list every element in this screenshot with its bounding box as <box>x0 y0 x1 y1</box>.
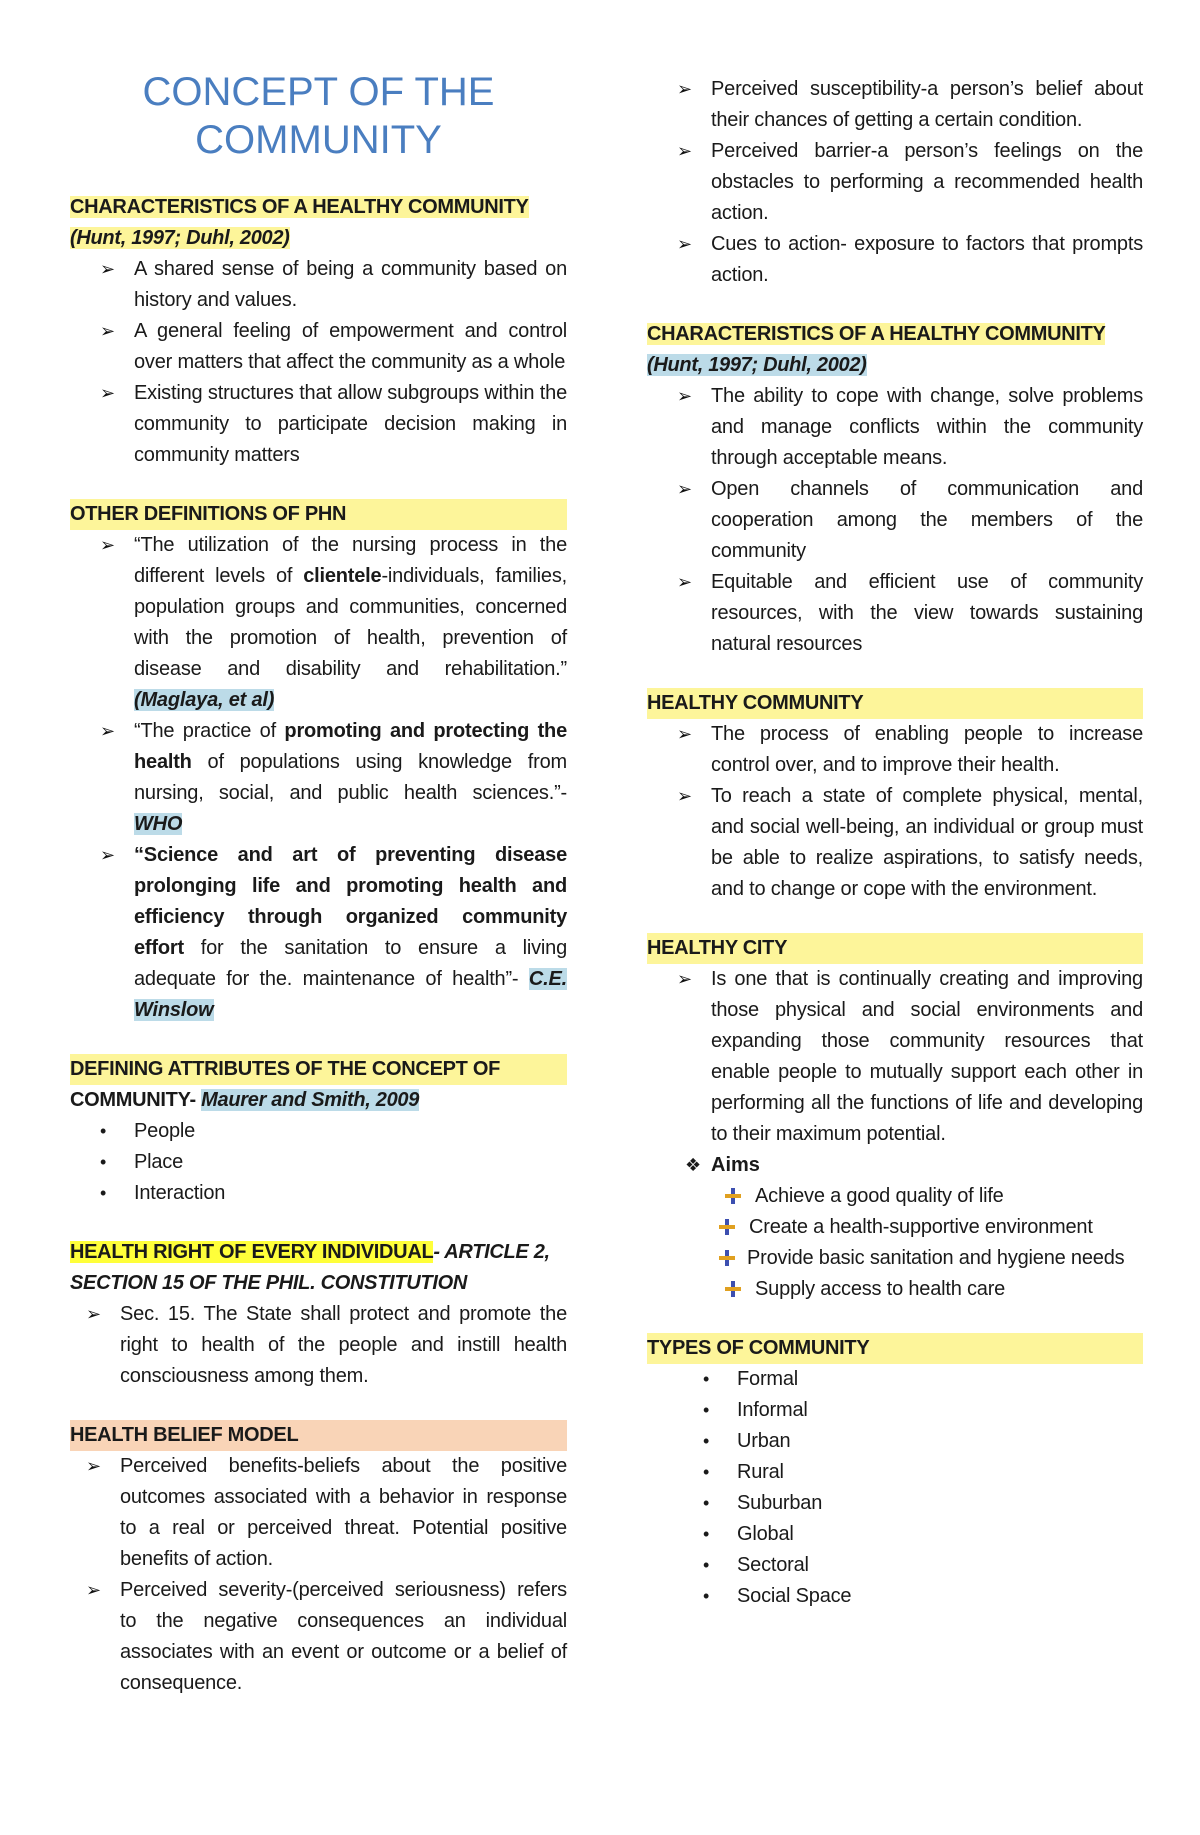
cross-bullet-icon <box>725 1188 741 1204</box>
section-types-of-community <box>647 1333 1143 1612</box>
list-item: ➢ “The utilization of the nursing process in the different levels of clientele-individuals, families, population groups and communities, concerned with the promotion of health, prevention of disease and disability and rehabilitation.” (Maglaya, et al) <box>70 530 567 716</box>
list-item: ➢ Sec. 15. The State shall protect and promote the right to health of the people and instill health consciousness among them. <box>70 1299 567 1392</box>
section-healthy-community <box>647 688 1143 905</box>
section-health-belief-model <box>70 1420 567 1699</box>
section-other-definitions-phn <box>70 499 567 1026</box>
section-heading: DEFINING ATTRIBUTES OF THE CONCEPT OF COMMUNITY- Maurer and Smith, 2009 <box>70 1054 567 1116</box>
page-title <box>70 68 567 164</box>
section-heading: HEALTH BELIEF MODEL <box>70 1420 567 1451</box>
section-heading: TYPES OF COMMUNITY <box>647 1333 1143 1364</box>
list-item: ➢ Perceived susceptibility-a person’s belief about their chances of getting a certain condition. <box>647 74 1143 136</box>
cross-bullet-icon <box>719 1219 735 1235</box>
arrow-bullet-icon: ➢ <box>677 572 692 592</box>
right-column <box>647 0 1143 1612</box>
citation: (Maglaya, et al) <box>134 689 275 711</box>
citation: (Hunt, 1997; Duhl, 2002) <box>647 354 867 376</box>
arrow-bullet-icon: ➢ <box>100 383 115 403</box>
list-item: ➢ Open channels of communication and cooperation among the members of the community <box>647 474 1143 567</box>
arrow-bullet-icon: ➢ <box>100 721 115 741</box>
arrow-bullet-icon: ➢ <box>677 234 692 254</box>
list-item: ➢ “The practice of promoting and protecting the health of populations using knowledge from nursing, social, and public health sciences.”- WHO <box>70 716 567 840</box>
title-line-1: CONCEPT OF THE <box>142 70 495 114</box>
list-item: ➢ A general feeling of empowerment and control over matters that affect the community as a whole <box>70 316 567 378</box>
dot-bullet-icon: • <box>703 1462 710 1482</box>
aims-label: ❖ Aims <box>647 1150 1143 1181</box>
dot-bullet-icon: • <box>703 1493 710 1513</box>
list-item: • Interaction <box>70 1178 567 1209</box>
list-item: • Sectoral <box>647 1550 1143 1581</box>
dot-bullet-icon: • <box>703 1369 710 1389</box>
dot-bullet-icon: • <box>100 1152 107 1172</box>
cross-bullet-icon <box>725 1281 741 1297</box>
list-item: Create a health-supportive environment <box>647 1212 1143 1243</box>
list-item: ➢ Cues to action- exposure to factors that prompts action. <box>647 229 1143 291</box>
arrow-bullet-icon: ➢ <box>677 479 692 499</box>
bullet-list <box>647 719 1143 905</box>
arrow-bullet-icon: ➢ <box>677 724 692 744</box>
list-item: ➢ “Science and art of preventing disease prolonging life and promoting health and efficiency through organized community effort for the sanitation to ensure a living adequate for the. maintenance of health”- C.E. Winslow <box>70 840 567 1026</box>
bullet-list <box>70 1116 567 1209</box>
dot-bullet-icon: • <box>703 1400 710 1420</box>
arrow-bullet-icon: ➢ <box>677 786 692 806</box>
citation: Maurer and Smith, 2009 <box>201 1089 420 1111</box>
list-item: ➢ Perceived benefits-beliefs about the positive outcomes associated with a behavior in response to a real or perceived threat. Potential positive benefits of action. <box>70 1451 567 1575</box>
arrow-bullet-icon: ➢ <box>677 79 692 99</box>
list-item: Achieve a good quality of life <box>647 1181 1143 1212</box>
section-heading: HEALTHY CITY <box>647 933 1143 964</box>
arrow-bullet-icon: ➢ <box>86 1456 101 1476</box>
citation: WHO <box>134 813 183 835</box>
dot-bullet-icon: • <box>703 1431 710 1451</box>
arrow-bullet-icon: ➢ <box>100 535 115 555</box>
arrow-bullet-icon: ➢ <box>100 259 115 279</box>
list-item: • Informal <box>647 1395 1143 1426</box>
arrow-bullet-icon: ➢ <box>677 969 692 989</box>
section-heading: HEALTH RIGHT OF EVERY INDIVIDUAL- ARTICLE 2, SECTION 15 OF THE PHIL. CONSTITUTION <box>70 1241 550 1294</box>
arrow-bullet-icon: ➢ <box>100 321 115 341</box>
dot-bullet-icon: • <box>100 1121 107 1141</box>
dot-bullet-icon: • <box>703 1524 710 1544</box>
section-heading: HEALTHY COMMUNITY <box>647 688 1143 719</box>
dot-bullet-icon: • <box>100 1183 107 1203</box>
list-item: • Rural <box>647 1457 1143 1488</box>
citation: C.E. Winslow <box>134 968 567 1021</box>
section-defining-attributes <box>70 1054 567 1209</box>
list-item: ➢ Existing structures that allow subgroups within the community to participate decision making in community matters <box>70 378 567 471</box>
list-item: ➢ Perceived barrier-a person’s feelings on the obstacles to performing a recommended health action. <box>647 136 1143 229</box>
aims-list <box>647 1181 1143 1305</box>
bullet-list <box>70 1451 567 1699</box>
list-item: Provide basic sanitation and hygiene needs <box>647 1243 1143 1274</box>
list-item: • Urban <box>647 1426 1143 1457</box>
bullet-list <box>70 1299 567 1392</box>
cross-bullet-icon <box>719 1250 735 1266</box>
section-heading: CHARACTERISTICS OF A HEALTHY COMMUNITY (Hunt, 1997; Duhl, 2002) <box>647 323 1106 376</box>
bullet-list <box>70 530 567 1026</box>
section-heading: CHARACTERISTICS OF A HEALTHY COMMUNITY (Hunt, 1997; Duhl, 2002) <box>70 196 529 249</box>
list-item: Supply access to health care <box>647 1274 1143 1305</box>
dot-bullet-icon: • <box>703 1555 710 1575</box>
list-item: ➢ The process of enabling people to increase control over, and to improve their health. <box>647 719 1143 781</box>
section-heading: OTHER DEFINITIONS OF PHN <box>70 499 567 530</box>
section-health-belief-model-cont <box>647 74 1143 291</box>
section-health-right <box>70 1237 567 1392</box>
list-item: • Social Space <box>647 1581 1143 1612</box>
diamond-bullet-icon: ❖ <box>685 1155 702 1175</box>
section-characteristics-healthy-community <box>70 192 567 471</box>
bullet-list <box>647 1364 1143 1612</box>
bullet-list <box>647 381 1143 660</box>
list-item: • People <box>70 1116 567 1147</box>
section-healthy-city <box>647 933 1143 1305</box>
list-item: ➢ To reach a state of complete physical, mental, and social well-being, an individual or group must be able to realize aspirations, to satisfy needs, and to change or cope with the environment. <box>647 781 1143 905</box>
list-item: • Global <box>647 1519 1143 1550</box>
list-item: • Place <box>70 1147 567 1178</box>
citation: - ARTICLE 2, SECTION 15 OF THE PHIL. CONSTITUTION <box>70 1241 550 1294</box>
left-column <box>70 0 567 1699</box>
arrow-bullet-icon: ➢ <box>86 1580 101 1600</box>
arrow-bullet-icon: ➢ <box>100 845 115 865</box>
bullet-list <box>70 254 567 471</box>
list-item: ➢ A shared sense of being a community based on history and values. <box>70 254 567 316</box>
list-item: • Formal <box>647 1364 1143 1395</box>
section-characteristics-healthy-community-2 <box>647 319 1143 660</box>
dot-bullet-icon: • <box>703 1586 710 1606</box>
bullet-list <box>647 74 1143 291</box>
list-item: ➢ The ability to cope with change, solve problems and manage conflicts within the community through acceptable means. <box>647 381 1143 474</box>
title-line-2: COMMUNITY <box>195 118 442 162</box>
bullet-list <box>647 964 1143 1150</box>
list-item: ➢ Perceived severity-(perceived seriousness) refers to the negative consequences an individual associates with an event or outcome or a belief of consequence. <box>70 1575 567 1699</box>
list-item: ➢ Is one that is continually creating and improving those physical and social environments and expanding those community resources that enable people to mutually support each other in performing all the functions of life and developing to their maximum potential. <box>647 964 1143 1150</box>
arrow-bullet-icon: ➢ <box>677 141 692 161</box>
list-item: ➢ Equitable and efficient use of community resources, with the view towards sustaining natural resources <box>647 567 1143 660</box>
arrow-bullet-icon: ➢ <box>677 386 692 406</box>
list-item: • Suburban <box>647 1488 1143 1519</box>
arrow-bullet-icon: ➢ <box>86 1304 101 1324</box>
